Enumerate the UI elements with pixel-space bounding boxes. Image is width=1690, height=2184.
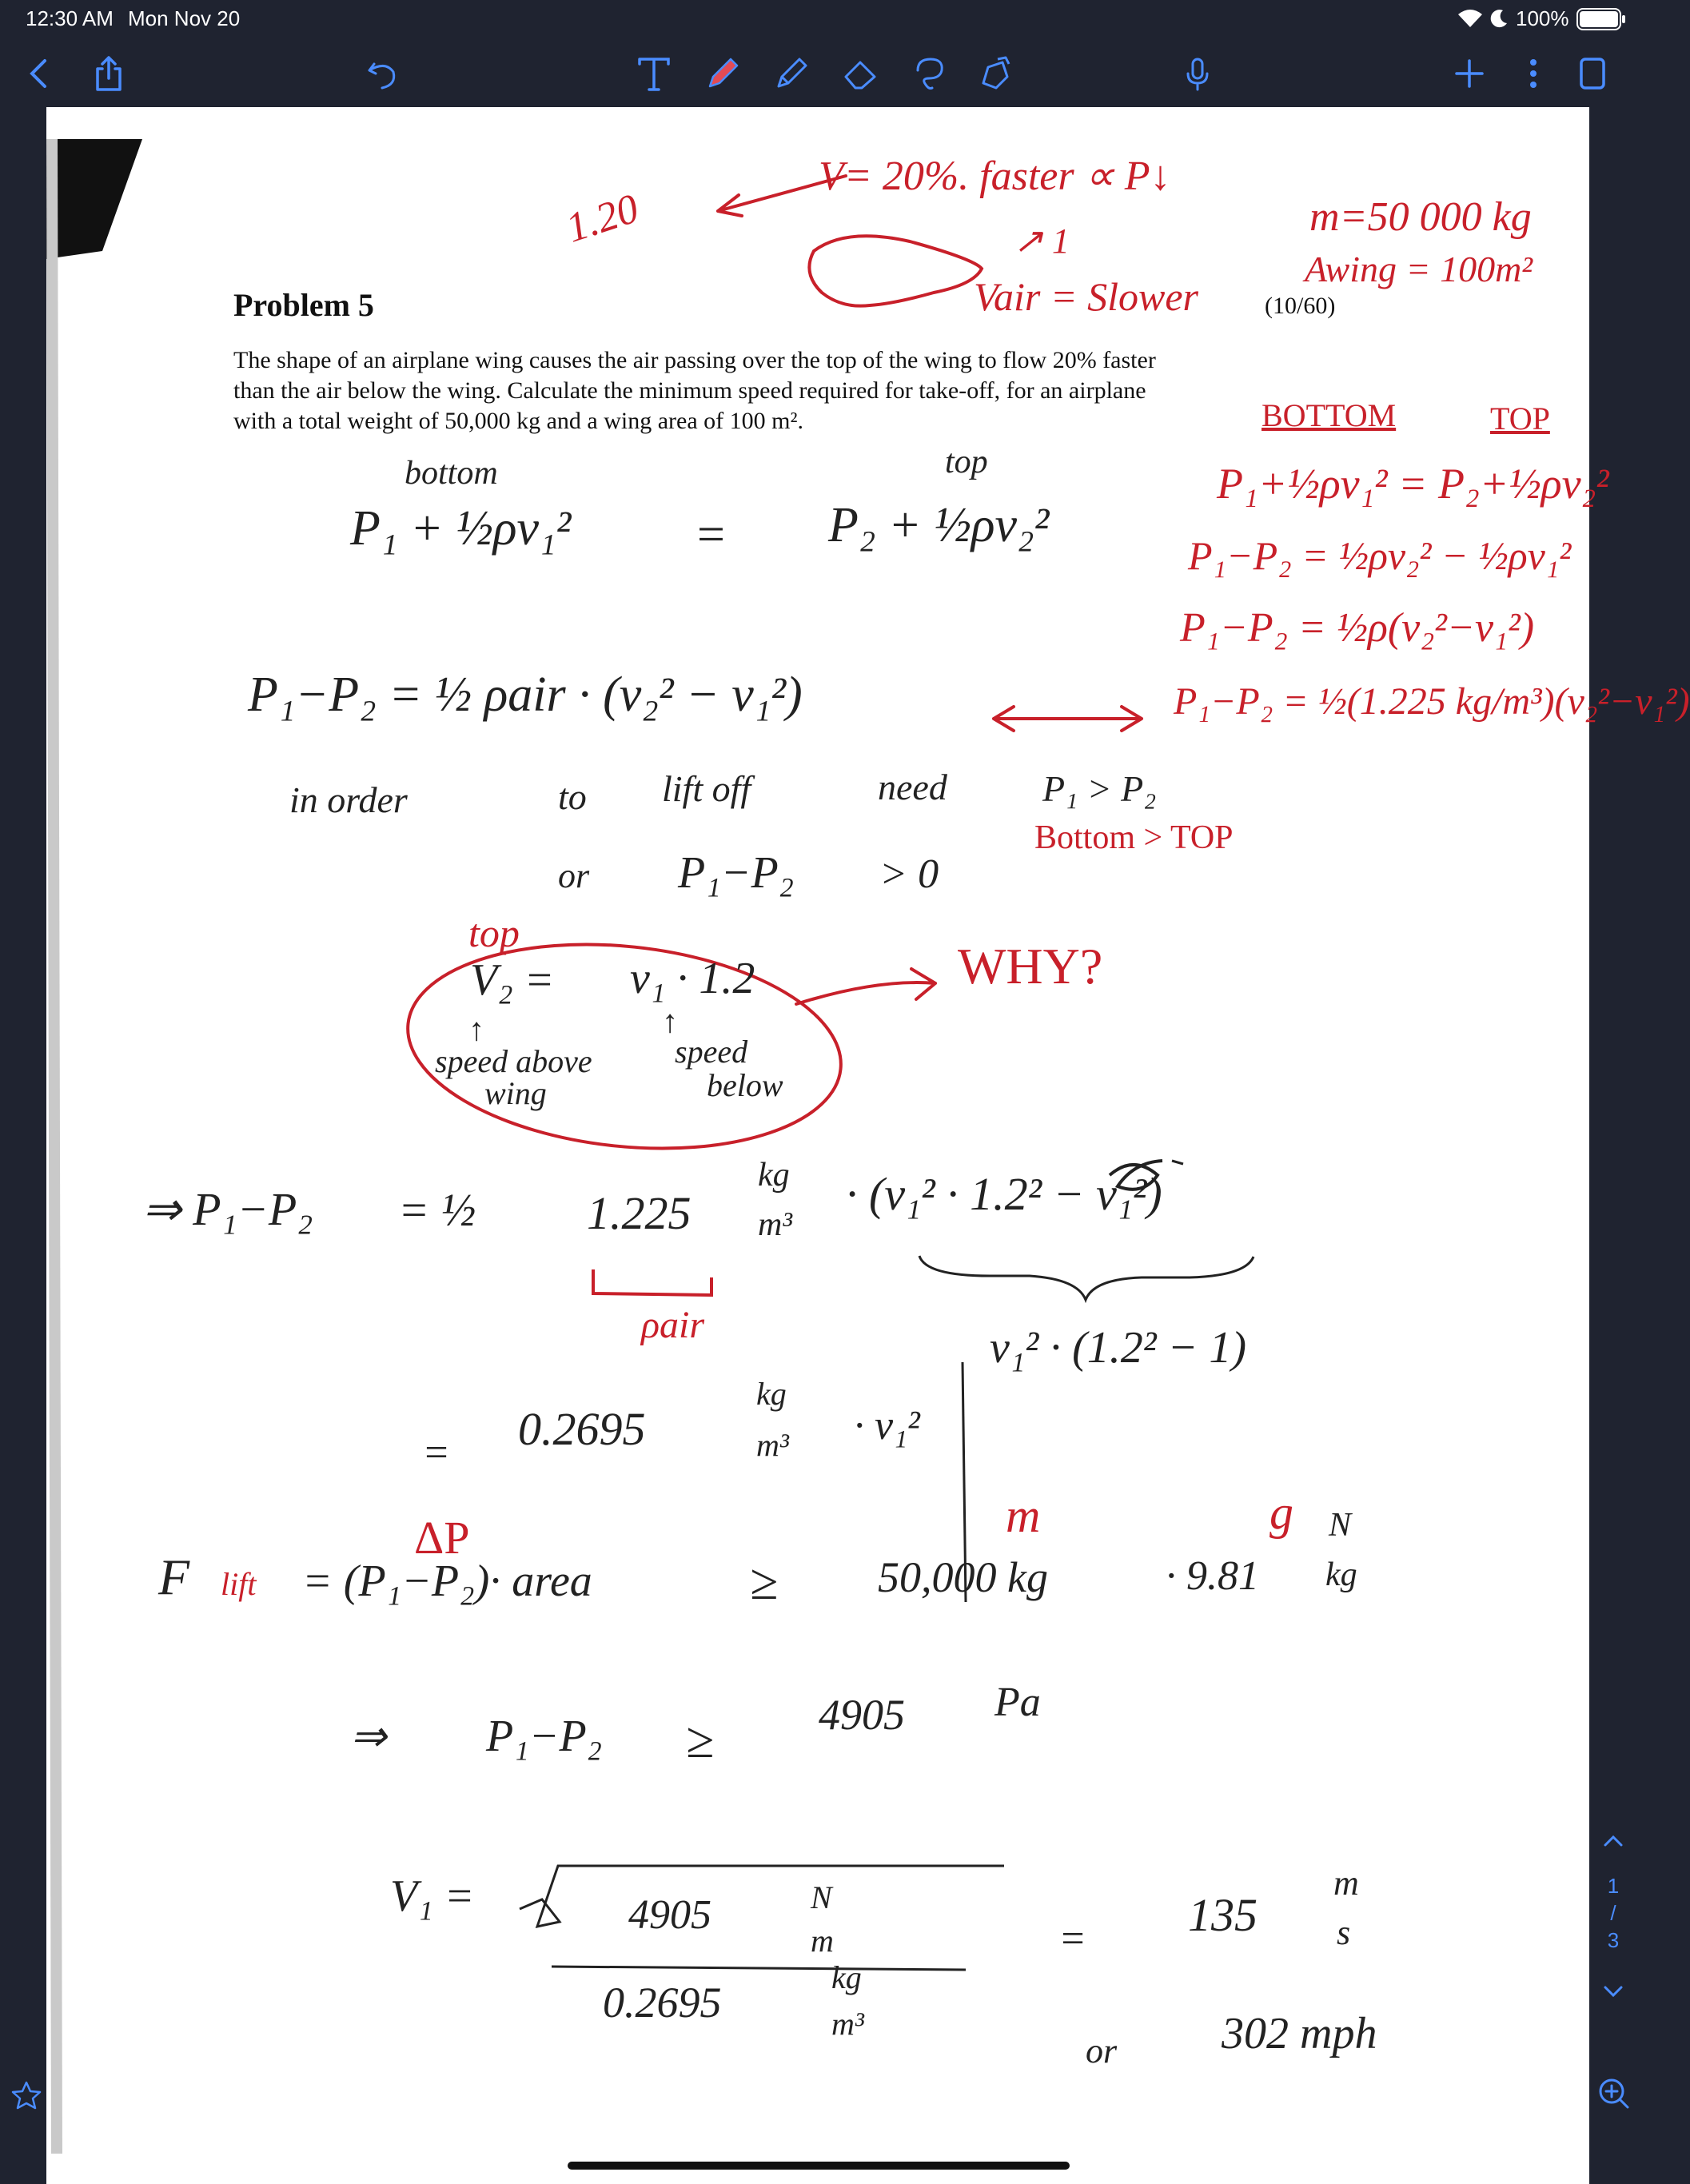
eq5-m-label: m [1006,1489,1041,1542]
text-speed: speed [675,1034,748,1070]
eq4-unit-kg: kg [756,1376,787,1412]
microphone-button[interactable] [1175,53,1220,98]
eq6-unit-pa: Pa [994,1680,1041,1725]
eq5-gravity: · 9.81 [1166,1553,1259,1599]
favorite-button[interactable] [11,2080,42,2110]
eq4-equals: = [422,1430,451,1476]
page-separator: / [1610,1901,1616,1925]
red-note-1-20: 1.20 [560,185,644,252]
share-button[interactable] [86,53,131,98]
toolbar [0,38,1637,107]
problem-text-line-1: The shape of an airplane wing causes the air passing over the top of the wing to flow 20% faster [233,347,1156,373]
text-speed-above: speed above [435,1043,592,1079]
red-note-area: Awing = 100m² [1305,249,1533,289]
pressure-difference-eq: P₁−P₂ = ½ ρair · (v₂² − v₁²) [248,668,803,722]
bernoulli-equals: = [694,508,727,562]
lasso-tool-button[interactable] [907,53,951,98]
page-total: 3 [1607,1928,1620,1952]
undo-icon [361,53,403,98]
red-note-arrow: ↗ 1 [1014,221,1070,261]
text-in-order: in order [289,779,408,820]
page-current: 1 [1607,1874,1620,1898]
red-note-faster: V= 20%. faster ∝ P↓ [819,153,1171,199]
problem-title: Problem 5 [233,287,374,323]
sqrt-denominator: 0.2695 [603,1979,722,2027]
sqrt-den-unit-kg: kg [831,1959,862,1995]
right-sidebar [1589,107,1637,2184]
sqrt-numerator: 4905 [628,1892,711,1938]
status-time: 12:30 AM [26,6,114,30]
eq5-lift-area: = (P₁−P₂)· area [302,1556,592,1606]
eq4-side-note: v₁² · (1.2² − 1) [990,1323,1246,1373]
document-page[interactable] [46,107,1690,2184]
eq5-ge: ≥ [750,1553,779,1610]
sqrt-den-unit-m3: m³ [831,2006,864,2042]
eq3-right: · (v₁² · 1.2² − v₁²) [846,1168,1162,1220]
pen-tool-button[interactable] [700,53,745,98]
eq6-ge: ≥ [686,1712,715,1768]
chevron-left-icon [19,53,61,98]
page-view-button[interactable] [1570,53,1615,98]
battery-percent: 100% [1516,6,1569,30]
left-sidebar [0,107,46,2184]
more-button[interactable] [1511,53,1556,98]
page-down-button[interactable] [1599,1978,1628,2007]
eq3-unit-kg: kg [758,1157,790,1194]
undo-button[interactable] [360,53,405,98]
problem-text-line-3: with a total weight of 50,000 kg and a wing area of 100 m². [233,408,803,434]
force-label: F [158,1548,190,1605]
v1-label: V₁ = [390,1871,475,1921]
red-equation-2: P₁−P₂ = ½ρv₂² − ½ρv₁² [1188,533,1572,578]
share-icon [88,53,130,98]
eq6-implies: ⇒ [350,1712,387,1760]
back-button[interactable] [18,53,62,98]
result-unit-s: s [1337,1913,1351,1952]
delta-p-label: ΔP [414,1512,470,1564]
more-vertical-icon [1513,53,1554,98]
red-equation-3: P₁−P₂ = ½ρ(v₂²−v₁²) [1180,605,1535,651]
text-or-2: or [1086,2031,1118,2070]
text-v1-times: v₁ · 1.2 [630,954,755,1003]
red-note-slower: Vair = Slower [974,274,1198,319]
rho-air-label: ρair [641,1304,705,1346]
page-up-button[interactable] [1599,1826,1628,1855]
text-p1-p2: P₁−P₂ [678,848,795,898]
eq3-left: ⇒ P₁−P₂ [142,1183,313,1235]
text-tool-icon [633,53,675,98]
red-lift: lift [221,1566,257,1602]
red-equation-1: P₁+½ρv₁² = P₂+½ρv₂² [1217,460,1609,508]
shape-icon [974,53,1015,98]
page-view-icon [1572,53,1613,98]
eq5-unit-n: N [1329,1507,1352,1544]
text-greater-zero: > 0 [879,851,939,897]
text-v2-equals: V₂ = [470,955,555,1005]
highlighter-tool-button[interactable] [769,53,814,98]
arrow-speed-above: ↑ [468,1011,484,1047]
shape-tool-button[interactable] [972,53,1017,98]
eq6-p1-p2: P₁−P₂ [486,1712,603,1761]
compare-pressure: P₁ > P₂ [1042,768,1157,809]
wifi-icon [1457,8,1484,33]
battery-icon [1576,8,1626,34]
lasso-icon [908,53,950,98]
chevron-down-icon [1599,1996,1628,2010]
status-bar [0,0,1637,38]
red-compare-bottom-top: Bottom > TOP [1034,819,1234,856]
red-note-mass: m=50 000 kg [1309,194,1532,240]
eq4-unit-m3: m³ [756,1427,789,1463]
eq7-equals: = [1058,1916,1087,1962]
result-speed: 135 [1188,1889,1258,1941]
eq5-mass: 50,000 kg [878,1553,1048,1601]
pen-icon [702,53,743,98]
problem-text-line-2: than the air below the wing. Calculate the minimum speed required for take-off, for an airplane [233,377,1146,404]
eq5-unit-kg: kg [1325,1556,1357,1593]
sqrt-num-unit-m: m [811,1923,834,1959]
text-tool-button[interactable] [632,53,676,98]
moon-icon [1489,8,1509,33]
red-circle-top: top [468,911,520,955]
eq6-value: 4905 [819,1691,905,1739]
text-need: need [878,767,947,807]
label-bottom: bottom [405,455,498,492]
chevron-up-icon [1599,1844,1628,1858]
text-wing: wing [484,1075,547,1111]
add-page-button[interactable] [1447,53,1492,98]
zoom-button[interactable] [1596,2075,1631,2110]
microphone-icon [1177,53,1218,98]
text-lift-off: lift off [662,768,751,809]
eq5-g-label: g [1269,1486,1293,1539]
eraser-tool-button[interactable] [838,53,883,98]
highlighter-icon [771,53,812,98]
eraser-icon [839,53,881,98]
text-or: or [558,856,590,895]
plus-icon [1449,53,1490,98]
result-mph: 302 mph [1222,2009,1377,2058]
arrow-speed-below: ↑ [662,1003,678,1039]
status-date: Mon Nov 20 [128,6,241,30]
zoom-in-icon [1596,2100,1631,2114]
star-icon [11,2100,42,2114]
text-below: below [707,1067,783,1103]
red-why: WHY? [958,938,1103,994]
eq3-unit-m3: m³ [758,1206,792,1243]
problem-points: (10/60) [1265,293,1336,319]
eq4-value: 0.2695 [518,1403,646,1455]
page-indicator [1589,1872,1637,1954]
result-unit-m: m [1333,1863,1359,1903]
bernoulli-left: P₁ + ½ρv₁² [350,501,572,556]
red-label-top: TOP [1490,401,1550,436]
red-equation-4: P₁−P₂ = ½(1.225 kg/m³)(v₂²−v₁²) [1174,680,1690,723]
bernoulli-right: P₂ + ½ρv₂² [828,498,1050,552]
eq3-half: = ½ [398,1184,476,1236]
label-top: top [945,444,988,480]
eq3-density: 1.225 [587,1187,692,1239]
eq4-v1-squared: · v₁² [854,1403,920,1449]
home-indicator[interactable] [568,2162,1070,2170]
red-label-bottom: BOTTOM [1262,397,1397,433]
text-to: to [558,776,587,817]
sqrt-num-unit-n: N [811,1879,832,1915]
